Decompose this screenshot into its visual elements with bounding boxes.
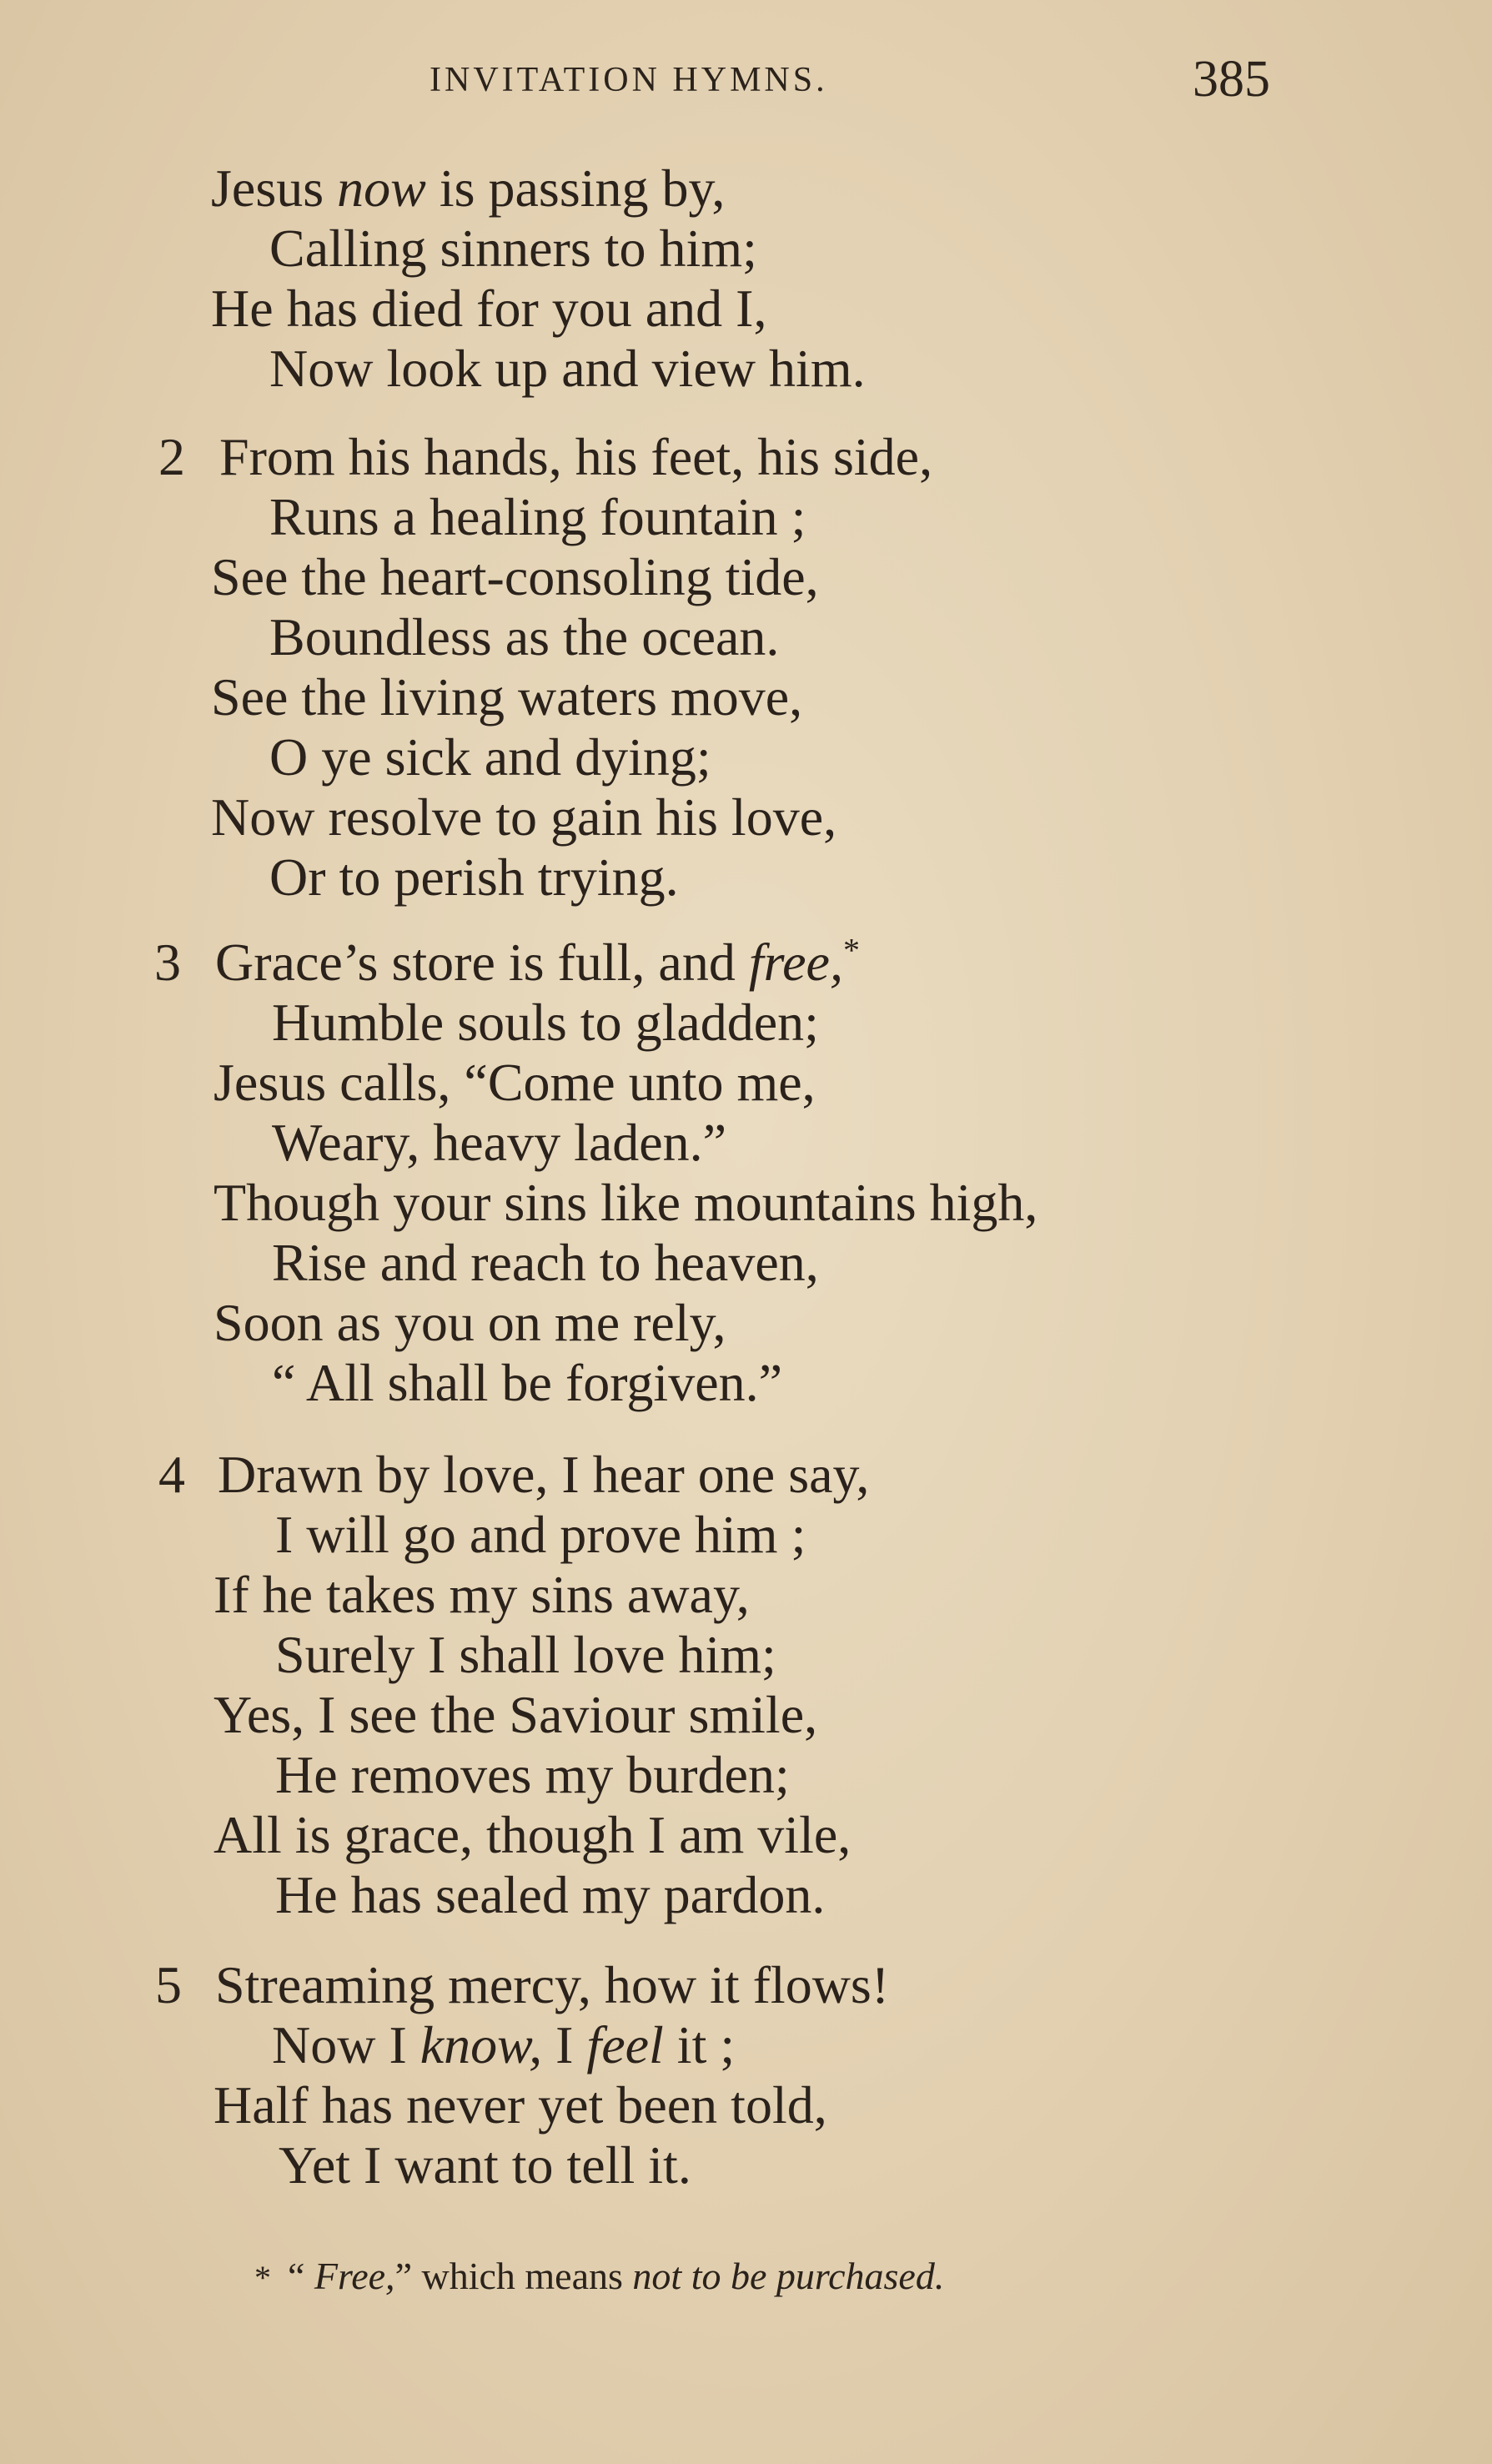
verse-line: All is grace, though I am vile, <box>214 1805 851 1864</box>
verse-line: Drawn by love, I hear one say, <box>218 1445 870 1504</box>
running-head <box>0 50 1492 108</box>
verse-line: From his hands, his feet, his side, <box>219 427 933 486</box>
page-number: 385 <box>1193 51 1270 108</box>
verse-line: See the living waters move, <box>211 667 803 727</box>
verse-line: O ye sick and dying; <box>269 727 711 787</box>
verse-line: Yes, I see the Saviour smile, <box>214 1685 818 1744</box>
verse-line: I will go and prove him ; <box>275 1505 806 1564</box>
verse-line: Boundless as the ocean. <box>269 607 780 666</box>
verse-line: Rise and reach to heaven, <box>272 1233 819 1292</box>
verse-line: See the heart-consoling tide, <box>211 547 819 606</box>
verse-line: Streaming mercy, how it flows! <box>215 1955 890 2014</box>
verse-number: 4 <box>158 1445 185 1504</box>
verse-line: Surely I shall love him; <box>275 1625 776 1684</box>
verse-line: Half has never yet been told, <box>214 2075 827 2135</box>
verse-number: 3 <box>154 933 181 992</box>
verse-line: Though your sins like mountains high, <box>214 1173 1038 1232</box>
verse-line: Runs a healing fountain ; <box>269 487 806 546</box>
verse-line: “ All shall be forgiven.” <box>272 1353 782 1412</box>
footnote-marker: * <box>254 2259 271 2296</box>
footnote: * “ Free,” which means not to be purchased. <box>254 2255 945 2297</box>
verse-line: Yet I want to tell it. <box>279 2135 691 2195</box>
verse-line: Now I know, I feel it ; <box>272 2015 736 2074</box>
verse-line: Jesus calls, “Come unto me, <box>214 1053 816 1112</box>
verse-line: Calling sinners to him; <box>269 219 757 278</box>
verse-line: Weary, heavy laden.” <box>272 1113 727 1172</box>
verse-line: He has died for you and I, <box>211 279 767 338</box>
verse-number: 5 <box>155 1955 182 2014</box>
verse-line: Humble souls to gladden; <box>272 993 819 1052</box>
verse-line: Jesus now is passing by, <box>211 158 726 218</box>
verse-number: 2 <box>158 427 185 486</box>
verse-line: If he takes my sins away, <box>214 1565 750 1624</box>
running-title: INVITATION HYMNS. <box>430 61 828 99</box>
verse-line: Or to perish trying. <box>269 847 679 907</box>
footnote-marker: * <box>842 931 860 969</box>
verse-line: Soon as you on me rely, <box>214 1293 726 1352</box>
verse-line: Now look up and view him. <box>269 339 866 398</box>
verse-line: Grace’s store is full, and free,* <box>215 931 860 992</box>
verse-line: He has sealed my pardon. <box>275 1865 826 1924</box>
verse-line: Now resolve to gain his love, <box>211 787 837 847</box>
verse-line: He removes my burden; <box>275 1745 790 1804</box>
